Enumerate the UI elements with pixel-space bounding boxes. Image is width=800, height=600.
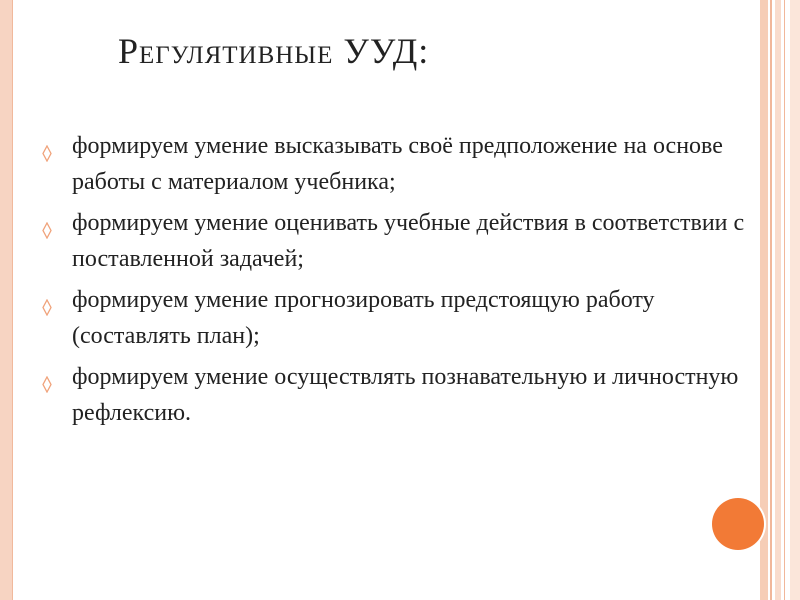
- bullet-item: [36, 359, 751, 431]
- bullet-text: формируем умение высказывать своё предположение на основе работы с материалом учебника;: [72, 133, 723, 195]
- hollow-diamond-bullet-icon: [42, 137, 52, 154]
- orange-accent-circle: [712, 498, 764, 550]
- bullet-text: формируем умение осуществлять познавательную и личностную рефлексию.: [72, 364, 739, 426]
- left-border-strip: [0, 0, 13, 600]
- right-border-strip: [790, 0, 800, 600]
- bullet-text: формируем умение оценивать учебные действия в соответствии с поставленной задачей;: [72, 210, 745, 272]
- bullet-list: [36, 128, 751, 436]
- slide-title: Регулятивные УУД:: [118, 31, 430, 71]
- bullet-item: [36, 128, 751, 200]
- right-border-strip: [760, 0, 768, 600]
- right-border-strip: [775, 0, 781, 600]
- bullet-text: формируем умение прогнозировать предстоящую работу (составлять план);: [72, 287, 655, 349]
- hollow-diamond-bullet-icon: [42, 368, 52, 385]
- hollow-diamond-bullet-icon: [42, 214, 52, 231]
- bullet-item: [36, 282, 751, 354]
- right-border-line: [784, 0, 785, 600]
- hollow-diamond-bullet-icon: [42, 291, 52, 308]
- bullet-item: [36, 205, 751, 277]
- right-border-line: [770, 0, 772, 600]
